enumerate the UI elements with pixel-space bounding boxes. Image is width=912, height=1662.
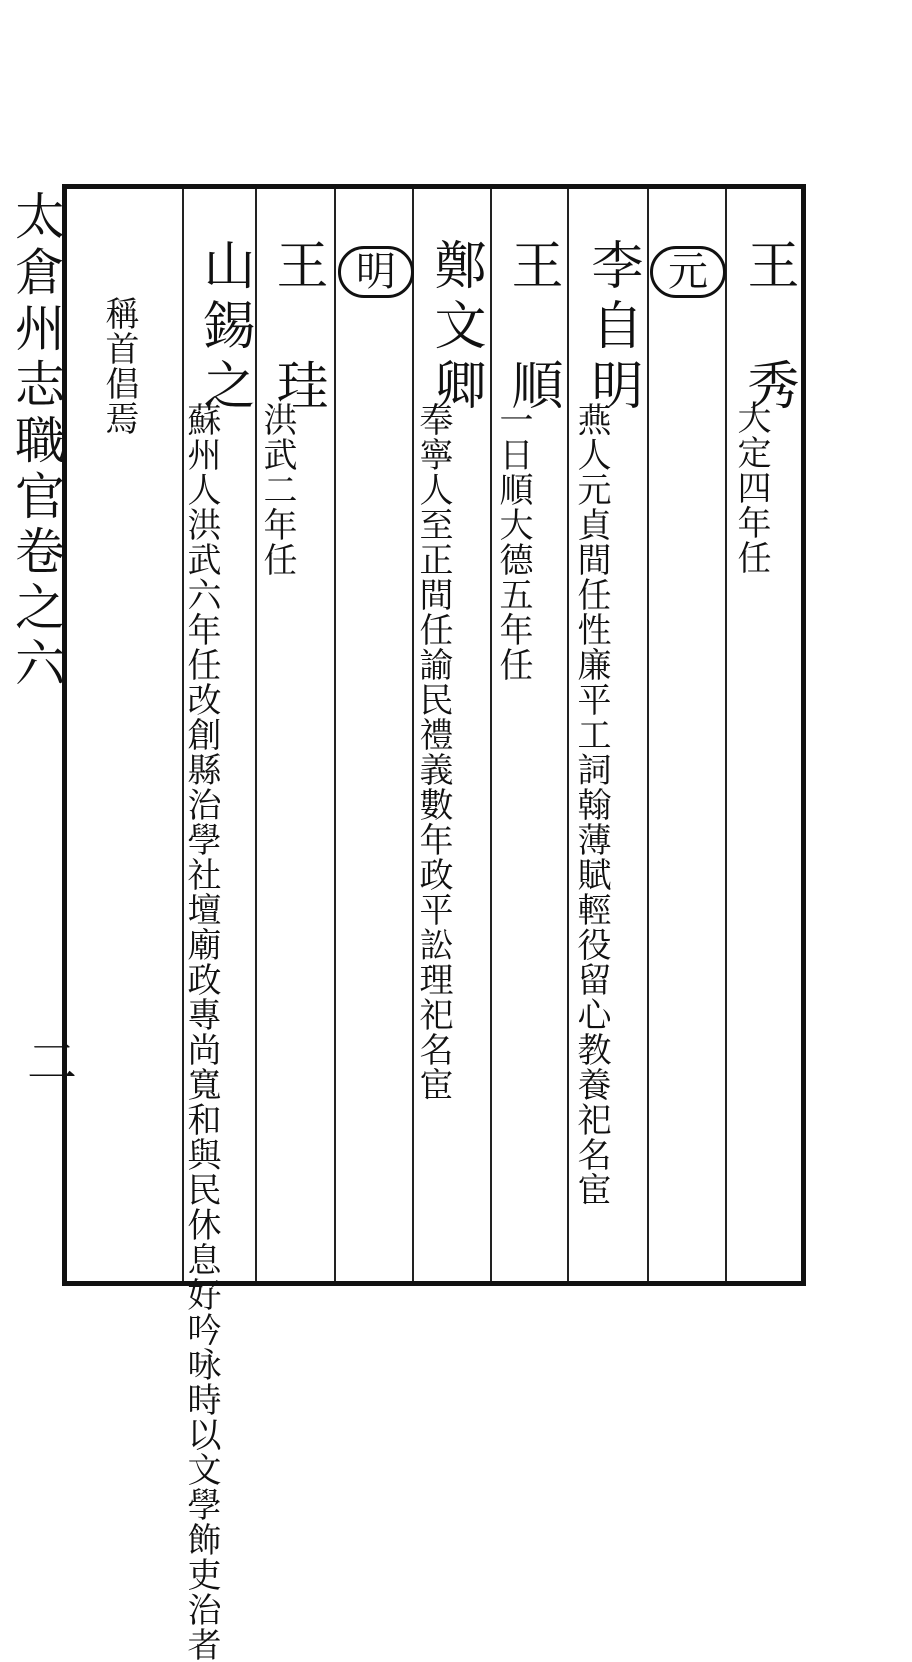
- column-rule: [567, 189, 569, 1281]
- official-note-zheng-wenqing: 奉寧人至正間任諭民禮義數年政平訟理祀名宦: [413, 402, 453, 1102]
- official-note-wang-xiu: 大定四年任: [731, 400, 771, 575]
- column-rule: [334, 189, 336, 1281]
- official-note-wang-gui: 洪武二年任: [257, 402, 297, 577]
- book-title: 太倉州志職官: [7, 190, 65, 526]
- official-name-wang-gui: 王 珪: [267, 238, 327, 418]
- official-name-li-ziming: 李自明: [582, 238, 642, 418]
- note-continuation: 稱首倡焉: [99, 296, 139, 436]
- era-label-yuan: 元: [650, 246, 726, 298]
- official-name-shan-xizhi: 山錫之: [194, 238, 254, 418]
- official-note-shan-xizhi: 蘇州人洪武六年任改創縣治學社壇廟政專尚寬和與民休息好吟咏時以文學飾吏治者: [181, 402, 221, 1662]
- official-name-zheng-wenqing: 鄭文卿: [425, 238, 485, 418]
- official-note-li-ziming: 燕人元貞間任性廉平工詞翰薄賦輕役留心教養祀名宦: [571, 402, 611, 1207]
- page-number: 二: [19, 1035, 77, 1085]
- volume-label: 卷之六: [7, 525, 65, 693]
- column-rule: [725, 189, 727, 1281]
- official-note-wang-shun: 一日順大德五年任: [493, 402, 533, 682]
- column-rule: [255, 189, 257, 1281]
- column-rule: [490, 189, 492, 1281]
- era-label-ming: 明: [338, 246, 414, 298]
- official-name-wang-shun: 王 順: [502, 238, 562, 418]
- official-name-wang-xiu: 王 秀: [738, 238, 798, 418]
- column-rule: [647, 189, 649, 1281]
